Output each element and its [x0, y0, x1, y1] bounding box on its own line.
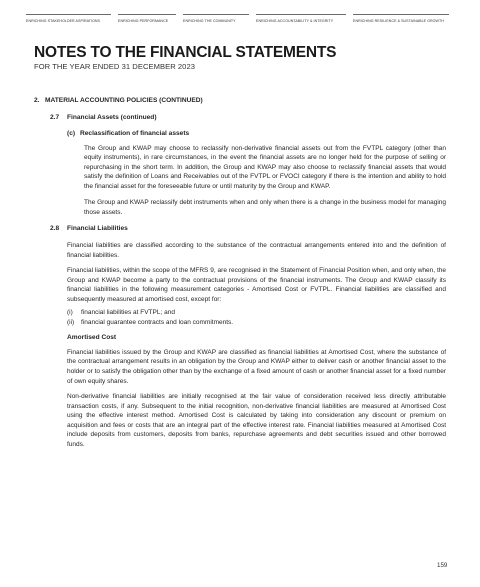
subsection-2-8-heading	[50, 224, 446, 234]
nav-item-stakeholder-aspirations[interactable]: ENRICHING STAKEHOLDER ASPIRATIONS	[26, 14, 111, 23]
reclassification-paragraph-1: The Group and KWAP may choose to reclassify non-derivative financial assets out from the FVTPL category (other than equity instruments), in rare circumstances, in the event the financial assets are no longer held for the purpose of selling or repurchasing in the short term. In addition, the Group and KWAP may also choose to reclassify financial assets that would satisfy the definition of Loans and Receivables out of the FVTPL or FVOCI category if there is the intention and ability to hold the financial asset for the foreseeable future or until maturity by the Group and KWAP.	[84, 144, 446, 190]
subsection-2-8-title: Financial Liabilities	[67, 225, 128, 233]
top-navigation	[26, 14, 456, 23]
exceptions-list	[67, 308, 446, 327]
nav-item-accountability-integrity[interactable]: ENRICHING ACCOUNTABILITY & INTEGRITY	[256, 14, 346, 23]
item-c-title: Reclassification of financial assets	[80, 130, 190, 138]
section-title: MATERIAL ACCOUNTING POLICIES (CONTINUED)	[45, 97, 203, 104]
list-marker: (ii)	[67, 318, 75, 326]
nav-item-performance[interactable]: ENRICHING PERFORMANCE	[118, 14, 176, 23]
page-subtitle: FOR THE YEAR ENDED 31 DECEMBER 2023	[34, 62, 195, 71]
section-heading	[34, 96, 446, 106]
reclassification-paragraph-2: The Group and KWAP reclassify debt instruments when and only when there is a change in the business model for managing those assets.	[84, 199, 446, 216]
item-c-number: (c)	[67, 130, 76, 138]
amortised-cost-paragraph-1: Financial liabilities issued by the Group and KWAP are classified as financial liabilities at Amortised Cost, where the substance of the contractual arrangement results in an obligation by the Group and KWAP either to deliver cash or another financial asset to the holder or to satisfy the obligation other than by the exchange of a fixed amount of cash or another financial asset for a fixed number of own equity shares.	[67, 348, 446, 385]
liabilities-paragraph-1: Financial liabilities are classified according to the substance of the contractual arrangements entered into and the definition of financial liabilities.	[67, 242, 446, 259]
subsection-2-8-number: 2.8	[50, 225, 60, 233]
list-text: financial guarantee contracts and loan commitments.	[81, 318, 234, 326]
nav-item-community[interactable]: ENRICHING THE COMMUNITY	[183, 14, 249, 23]
amortised-cost-paragraph-2: Non-derivative financial liabilities are initially recognised at the fair value of consideration received less directly attributable transaction costs, if any. Subsequent to the initial recognition, non-derivative financial liabilities are measured at Amortised Cost using the effective interest method. Amortised Cost is calculated by taking into consideration any discount or premium on acquisition and fees or costs that are an integral part of the effective interest rate. Financial liabilities measured at Amortised Cost include deposits from customers, deposits from banks, repurchase agreements and debt securities issued and other borrowed funds.	[67, 393, 446, 448]
page-title: NOTES TO THE FINANCIAL STATEMENTS	[34, 44, 337, 61]
subsection-2-7-heading	[50, 113, 446, 123]
page-content	[34, 96, 446, 455]
amortised-cost-heading: Amortised Cost	[67, 334, 117, 342]
item-c-heading	[67, 129, 446, 139]
nav-item-resilience-growth[interactable]: ENRICHING RESILIENCE & SUSTAINABLE GROWTH	[353, 14, 449, 23]
list-item	[67, 318, 446, 328]
list-item	[67, 308, 446, 318]
subsection-2-7-number: 2.7	[50, 113, 60, 121]
subsection-2-7-title: Financial Assets (continued)	[67, 113, 157, 121]
list-marker: (i)	[67, 309, 73, 317]
list-text: financial liabilities at FVTPL; and	[81, 309, 175, 317]
liabilities-paragraph-2: Financial liabilities, within the scope of the MFRS 9, are recognised in the Statement of Financial Position when, and only when, the Group and KWAP become a party to the contractual provisions of the financial instruments. The Group and KWAP classify its financial liabilities in the following measurement categories - Amortised Cost or FVTPL. Financial liabilities are classified and subsequently measured at amortised cost, except for:	[67, 267, 446, 303]
page-number: 159	[437, 562, 448, 569]
section-number: 2.	[34, 97, 40, 104]
